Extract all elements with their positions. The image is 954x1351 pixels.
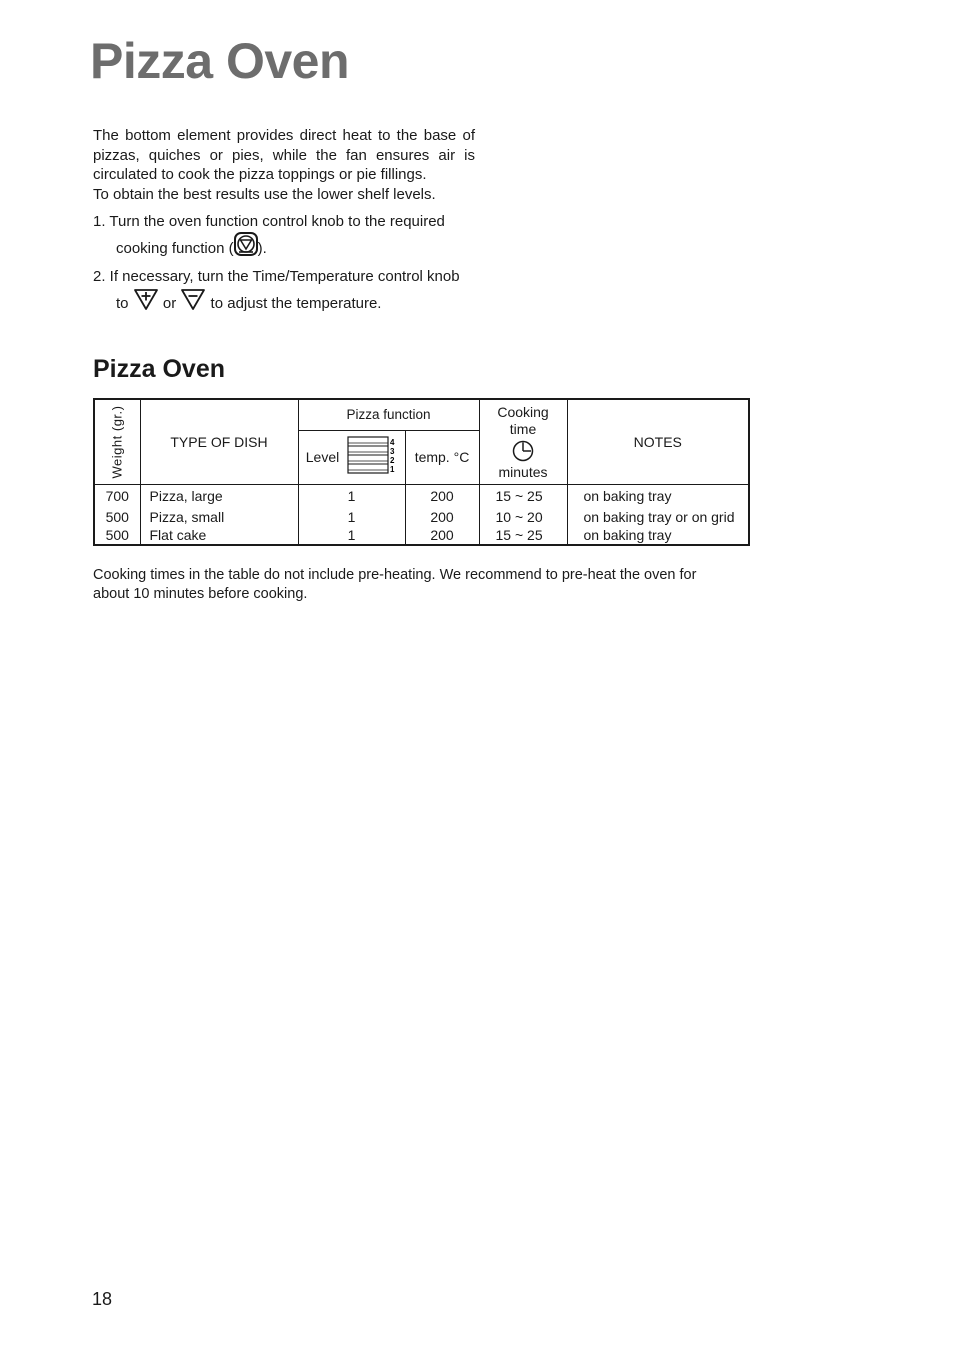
intro-paragraph: The bottom element provides direct heat to the base of pizzas, quiches or pies, while the fan ensures air is circulated to cook the pizza toppings or pie fillings. (93, 127, 475, 183)
step-2-to: to (116, 294, 129, 312)
weight-header: Weight (gr.) (94, 399, 140, 485)
cooking-label: Cooking (497, 404, 549, 420)
step-2-or: or (162, 294, 177, 312)
clock-icon (480, 438, 567, 464)
dish-cell: Pizza, small (140, 507, 298, 527)
dish-cell: Flat cake (140, 527, 298, 545)
time-cell: 15 ~ 25 (479, 485, 567, 507)
time-cell: 15 ~ 25 (479, 527, 567, 545)
notes-header: NOTES (567, 399, 749, 485)
shelf-levels-icon (347, 436, 397, 479)
page-title: Pizza Oven (90, 33, 349, 89)
notes-cell: on baking tray (567, 527, 749, 545)
step-1-text: 1. Turn the oven function control knob to the required (93, 213, 445, 230)
time-label: time (509, 421, 537, 437)
pizza-function-icon (234, 232, 258, 265)
step-2-text: 2. If necessary, turn the Time/Temperature control knob (93, 268, 460, 285)
level-number-3: 3 (390, 446, 395, 456)
level-cell: 1 (298, 527, 405, 545)
dish-cell: Pizza, large (140, 485, 298, 507)
pizza-function-header: Pizza function (298, 399, 479, 430)
weight-cell: 500 (105, 527, 129, 544)
instruction-steps (93, 212, 475, 322)
minutes-label: minutes (498, 464, 548, 480)
level-label: Level (305, 449, 340, 466)
step-2 (93, 267, 475, 320)
temperature-header: temp. °C (405, 430, 479, 484)
cooking-time-header (479, 399, 567, 485)
minus-icon (180, 287, 206, 320)
intro-tip: To obtain the best results use the lower shelf levels. (93, 185, 436, 203)
intro-text (93, 126, 475, 204)
step-1-end: ). (257, 239, 267, 257)
type-of-dish-header: TYPE OF DISH (140, 399, 298, 485)
table-row (94, 485, 749, 507)
page-number: 18 (92, 1289, 113, 1309)
weight-cell: 700 (105, 487, 129, 504)
step-2-end: to adjust the temperature. (210, 294, 382, 312)
section-title: Pizza Oven (93, 355, 225, 383)
step-1 (93, 212, 475, 265)
time-cell: 10 ~ 20 (479, 507, 567, 527)
plus-icon (133, 287, 159, 320)
step-1-function-text: cooking function ( (116, 239, 234, 257)
level-number-1: 1 (390, 464, 395, 474)
temp-cell: 200 (405, 507, 479, 527)
level-number-2: 2 (390, 455, 395, 465)
weight-cell: 500 (105, 508, 129, 525)
level-number-4: 4 (390, 437, 395, 447)
level-header (298, 430, 405, 484)
temp-cell: 200 (405, 485, 479, 507)
footnote: Cooking times in the table do not include pre-heating. We recommend to pre-heat the oven for about 10 minutes before cooking. (93, 567, 697, 602)
level-cell: 1 (298, 485, 405, 507)
cooking-table (93, 398, 750, 546)
table-row (94, 507, 749, 527)
level-cell: 1 (298, 507, 405, 527)
table-row (94, 527, 749, 545)
notes-cell: on baking tray or on grid (567, 507, 749, 527)
notes-cell: on baking tray (567, 485, 749, 507)
temp-cell: 200 (405, 527, 479, 545)
